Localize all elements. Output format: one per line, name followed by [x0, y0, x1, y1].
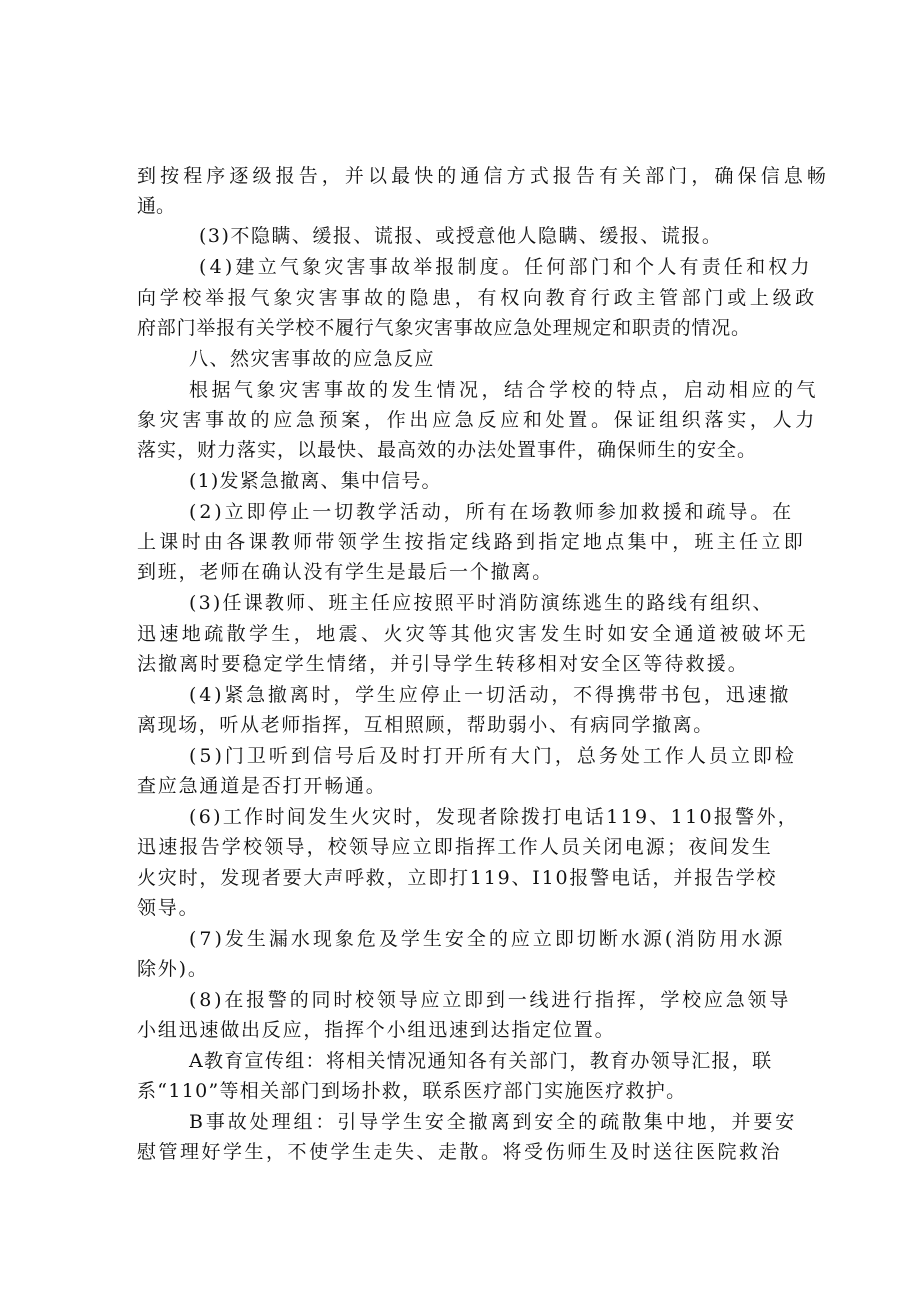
text-line: (4)紧急撤离时，学生应停止一切活动，不得携带书包，迅速撤	[189, 684, 792, 706]
text-line: (8)在报警的同时校领导应立即到一线进行指挥，学校应急领导	[189, 989, 792, 1011]
text-line: 除外)。	[137, 958, 209, 980]
text-line: 系“110”等相关部门到场扑救，联系医疗部门实施医疗救护。	[137, 1080, 687, 1102]
text-line: (2)立即停止一切教学活动，所有在场教师参加救援和疏导。在	[189, 501, 795, 523]
text-line: (1)发紧急撤离、集中信号。	[189, 470, 442, 492]
text-line: 根据气象灾害事故的发生情况，结合学校的特点，启动相应的气	[189, 379, 820, 401]
text-line: 到班，老师在确认没有学生是最后一个撤离。	[137, 561, 554, 583]
text-line: 法撤离时要稳定学生情绪，并引导学生转移相对安全区等待救援。	[137, 653, 749, 675]
text-line: (5)门卫听到信号后及时打开所有大门，总务处工作人员立即检	[189, 745, 797, 767]
text-line: 离现场，听从老师指挥，互相照顾，帮助弱小、有病同学撤离。	[137, 714, 714, 736]
text-line: 象灾害事故的应急预案，作出应急反应和处置。保证组织落实，人力	[137, 409, 819, 431]
text-line: 通。	[137, 195, 176, 217]
text-line: (3)任课教师、班主任应按照平时消防演练逃生的路线有组织、	[189, 592, 774, 614]
text-line: 慰管理好学生，不使学生走失、走散。将受伤师生及时送往医院救治	[137, 1141, 783, 1163]
text-line: 火灾时，发现者要大声呼救，立即打119、I10报警电话，并报告学校	[137, 867, 778, 889]
text-line: A教育宣传组：将相关情况通知各有关部门，教育办领导汇报，联	[189, 1050, 773, 1072]
text-line: 查应急通道是否打开畅通。	[137, 775, 387, 797]
text-line: 上课时由各课教师带领学生按指定线路到指定地点集中，班主任立即	[137, 531, 807, 553]
section-heading: 八、然灾害事故的应急反应	[189, 348, 436, 370]
text-line: 小组迅速做出反应，指挥个小组迅速到达指定位置。	[137, 1019, 616, 1041]
text-line: 向学校举报气象灾害事故的隐患，有权向教育行政主管部门或上级政	[137, 287, 819, 309]
text-line: 落实，财力落实，以最快、最高效的办法处置事件，确保师生的安全。	[137, 439, 758, 461]
text-line: (7)发生漏水现象危及学生安全的应立即切断水源(消防用水源	[189, 928, 786, 950]
text-line: 到按程序逐级报告，并以最快的通信方式报告有关部门，确保信息畅	[137, 165, 831, 187]
text-line: 府部门举报有关学校不履行气象灾害事故应急处理规定和职责的情况。	[137, 317, 751, 339]
text-line: (3)不隐瞒、缓报、谎报、或授意他人隐瞒、缓报、谎报。	[199, 225, 723, 247]
text-line: 领导。	[137, 897, 200, 919]
text-line: 迅速报告学校领导，校领导应立即指挥工作人员关闭电源；夜间发生	[137, 836, 774, 858]
text-line: (4)建立气象灾害事故举报制度。任何部门和个人有责任和权力	[199, 256, 813, 278]
text-line: 迅速地疏散学生，地震、火灾等其他灾害发生时如安全通道被破坏无	[137, 623, 810, 645]
text-line: B事故处理组：引导学生安全撤离到安全的疏散集中地，并要安	[189, 1111, 798, 1133]
text-line: (6)工作时间发生火灾时，发现者除拨打电话119、110报警外，	[189, 806, 800, 828]
